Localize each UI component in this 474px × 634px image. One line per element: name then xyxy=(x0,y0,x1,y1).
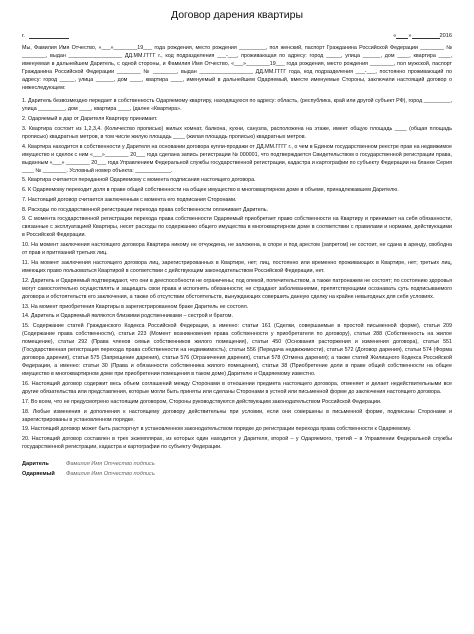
clause-item: 2. Одаряемый в дар от Дарителя Квартиру принимает. xyxy=(22,116,158,123)
month-blank-line xyxy=(412,32,440,39)
preamble-text: Мы, Фамилия Имя Отчество, «___»________19___ года рождения, место рождения _________, пол женский, паспорт Гражданина Российской Федерации ________ № ________, выдан __________________ ДД.ММ.ГГГГ г., код подразделения ___-___, проживающая по адресу: город _____, улица ______, дом ____, квартира ____, именуемая в дальнейшем Даритель, с одной стороны, и Фамилия Имя Отчество, «___»________19___ года рождения, место рождения ________, пол мужской, паспорт Гражданина Российской Федерации ________ № ________, выдан __________________ ДД.ММ.ГГГГ года, код подразделения ___-___, постоянно проживающий по адресу: город _____, улица ______, дом ____, квартира ____, именуемый в дальнейшем Одаряемый, вместе именуемые Стороны, заключили настоящий договор о нижеследующем: xyxy=(22,45,452,92)
clause-item: 1. Даритель безвозмездно передает в собственность Одаряемому квартиру, находящуюся по адресу: область, (республика, край или другой субъект РФ), город _________, улица _________, дом ____, квартира ____, (далее «Квартира». xyxy=(22,98,452,113)
clause-item: 12. Даритель и Одаряемый подтверждают, что они в дееспособности не ограничены; под опекой, попечительством, а также патронажем не состоят; по состоянию здоровья могут самостоятельно осуществлять и защищать свои права и исполнять обязанности; не страдают заболеваниями, препятствующими осознавать суть подписываемого договора и обстоятельств его заключения, а также об отсутствии обстоятельств, вынуждающих совершить данную сделку на крайне невыгодных для себя условиях. xyxy=(22,277,452,300)
place-date-line xyxy=(22,25,452,39)
clause-item: 6. К Одаряемому переходит доля в праве общей собственности на общее имущество в многоквартирном доме в объеме, принадлежавшем Дарителю. xyxy=(22,187,399,194)
donor-label: Даритель xyxy=(22,461,49,468)
clause-list xyxy=(22,97,452,451)
donor-signature-hint: Фамилия Имя Отчество подпись xyxy=(66,461,155,468)
clause-item: 10. На момент заключения настоящего договора Квартира никому не отчуждена, не заложена, в споре и под арестом (запретом) не состоит, не сдана в аренду, свободна от прав и притязаний третьих лиц. xyxy=(22,242,452,257)
clause-item: 14. Даритель и Одаряемый являются близкими родственниками – сестрой и братом. xyxy=(22,313,233,320)
clause-item: 17. Во всем, что не предусмотрено настоящим договором, Стороны руководствуются действующим законодательством Российской Федерации. xyxy=(22,398,382,405)
clause-item: 3. Квартира состоит из 1,2,3,4. (Количество прописью) жилых комнат, балкона, кухни, санузла, расположена на этаже, имеет общую площадь ____ (общая площадь прописью) квадратных метров, в том числе жилую площадь ____ (жилая площадь прописью) квадратных метров. xyxy=(22,125,452,140)
signature-block xyxy=(22,459,452,479)
date-close-quote: » xyxy=(408,33,412,39)
date-field xyxy=(393,32,452,39)
city-prefix: г. xyxy=(22,33,25,39)
date-open-quote: « xyxy=(393,33,397,39)
city-field xyxy=(22,32,69,39)
clause-item: 7. Настоящий договор считается заключенным с момента его подписания Сторонами. xyxy=(22,196,237,203)
clause-item: 13. На момент приобретения Квартиры в зарегистрированном браке Даритель не состоял. xyxy=(22,303,249,310)
date-year: 2016 xyxy=(439,33,452,39)
clause-item: 4. Квартира находится в собственности у Дарителя на основании договора купли-продажи от ДД.ММ.ГГГГ г., о чем в Едином государственном реестре прав на недвижимое имущество и сделок с ним «___»________ 20___ года сделана запись регистрации № 000001, что подтверждается Свидетельством о государственной регистрации права, выданным «___» ________ 20___ года Управлением Федеральной службы государственной регистрации, кадастра и картографии по субъекту Федерации на бланке Серия ____ № ________. Условный номер объекта: ____________. xyxy=(22,143,452,174)
clause-item: 5. Квартира считается переданной Одаряемому с момента подписания настоящего договора. xyxy=(22,177,256,184)
clause-item: 9. С момента государственной регистрации перехода права собственности Одаряемый приобретает право собственности на Квартиру и принимает на себя обязанности, связанные с эксплуатацией Квартиры, несет расходы по содержанию общего имущества в многоквартирном доме в соответствии с правилами и нормами, действующими в Российской Федерации. xyxy=(22,216,452,239)
clause-item: 15. Содержание статей Гражданского Кодекса Российской Федерации, а именно: статьи 161 (Сделки, совершаемые в простой письменной форме), статьи 209 (Содержание права собственности), статьи 223 (Момент возникновения права собственности у приобретателя по договору), статьи 288 (Собственность на жилое помещение), статьи 292 (Права членов семьи собственников жилого помещения), статьи 450 (Основания расторжения и изменения договора), статьи 551 (Государственная регистрация перехода права собственности на недвижимость), статьи 556 (Передача недвижимости), статьи 572 (Договор дарения), статьи 574 (Форма договора дарения), статьи 575 (Запрещение дарения), статьи 576 (Ограничения дарения), статьи 578 (Отмена дарения); а также статей Жилищного Кодекса Российской Федерации, а именно: статьи 30 (Права и обязанности собственника жилого помещения), статьи 38 (Приобретение доли в праве общей собственности на общее имущество в многоквартирном доме при приобретении помещения в таком доме) Дарителю и Одаряемому известно. xyxy=(22,323,452,378)
day-blank-line xyxy=(396,32,408,39)
document-title: Договор дарения квартиры xyxy=(170,9,304,21)
clause-item: 20. Настоящий договор составлен в трех экземплярах, из которых один находится у Дарителя, второй – у Одаряемого, третий – в Управлении Федеральной службы государственной регистрации, кадастра и картографии по субъекту Федерации. xyxy=(22,436,452,451)
clause-item: 8. Расходы по государственной регистрации перехода права собственности оплачивает Даритель. xyxy=(22,206,268,213)
signature-row-recipient xyxy=(22,469,452,479)
recipient-signature-hint: Фамилия Имя Отчество подпись xyxy=(66,471,155,478)
clause-item: 11. На момент заключения настоящего договора лиц, зарегистрированных в Квартире, нет; лиц, постоянно или временно проживающих в Квартире, нет; третьих лиц, имеющих право пользоваться Квартирой в соответствии с действующим законодательством Российской Федерации, нет. xyxy=(22,260,452,275)
recipient-label: Одаряемый xyxy=(22,471,55,478)
clause-item: 19. Настоящий договор может быть расторгнут в установленном законодательством порядке до регистрации перехода права собственности к Одаряемому. xyxy=(22,426,412,433)
signature-row-donor xyxy=(22,459,452,469)
clause-item: 18. Любые изменения и дополнения к настоящему договору действительны при условии, если они совершены в письменной форме, подписаны Сторонами и зарегистрированы в установленном порядке. xyxy=(22,408,452,423)
clause-item: 16. Настоящий договор содержит весь объем соглашений между Сторонами в отношении предмета настоящего договора, отменяет и делает недействительными все другие обязательства или представления, которые могли быть приняты или сделаны Сторонами в устной или письменной форме до заключения настоящего договора. xyxy=(22,381,452,396)
city-blank-line xyxy=(29,32,69,39)
